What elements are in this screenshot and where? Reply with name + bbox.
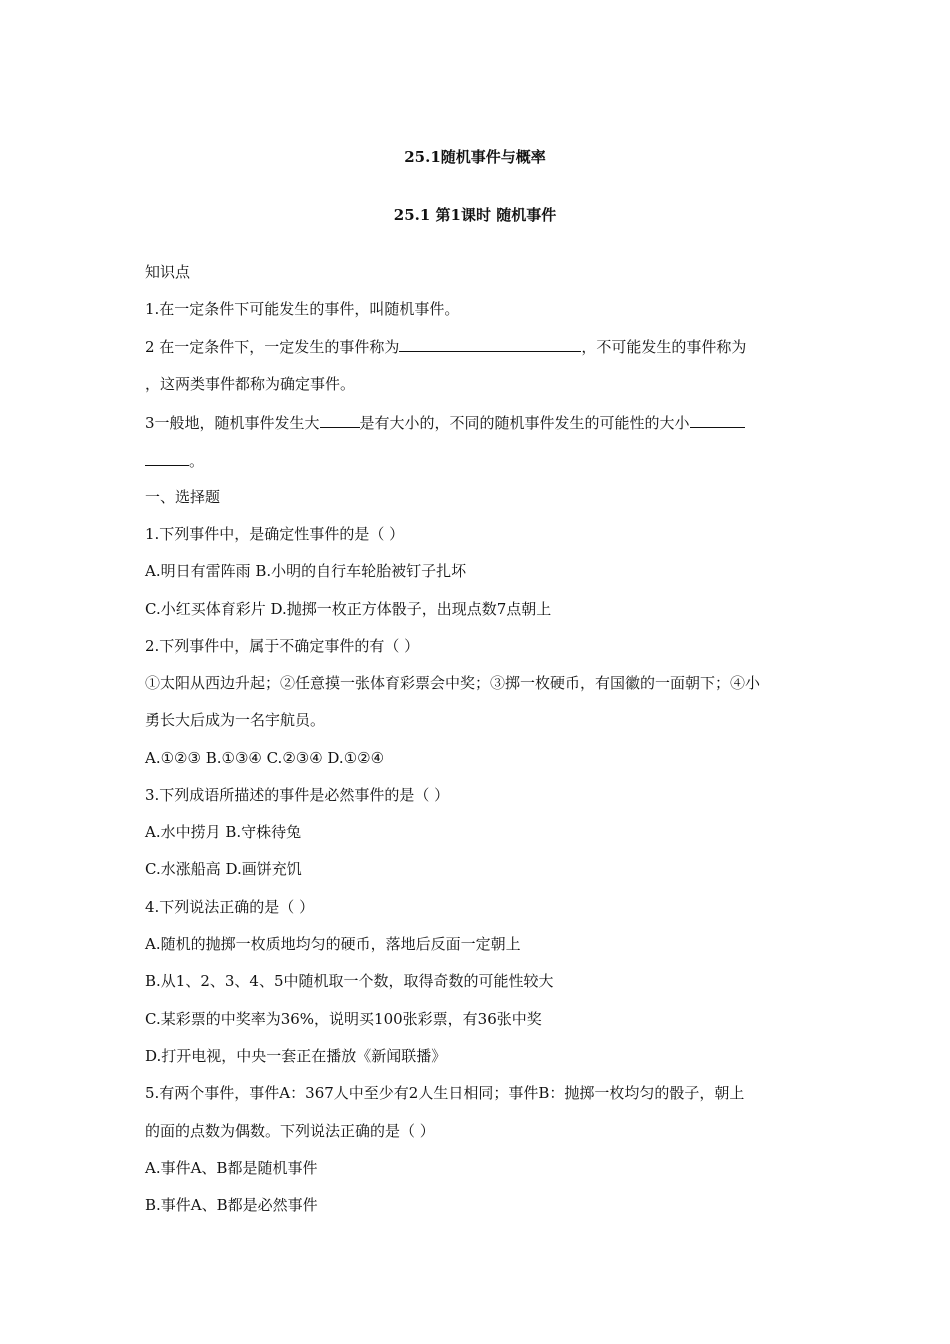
knowledge-point-2-continued: ，这两类事件都称为确定事件。 xyxy=(145,375,356,393)
question-1-options-ab: A.明日有雷阵雨 B.小明的自行车轮胎被钉子扎坏 xyxy=(145,562,467,580)
question-3-stem: 3.下列成语所描述的事件是必然事件的是（ ） xyxy=(145,786,450,804)
question-4-option-a: A.随机的抛掷一枚质地均匀的硬币，落地后反面一定朝上 xyxy=(145,935,521,953)
knowledge-point-3-text-b: 是有大小的，不同的随机事件发生的可能性的大小 xyxy=(359,414,690,432)
question-3-options-cd: C.水涨船高 D.画饼充饥 xyxy=(145,860,302,878)
question-4-option-c: C.某彩票的中奖率为36%，说明买100张彩票，有36张中奖 xyxy=(145,1010,542,1028)
question-2-stem: 2.下列事件中，属于不确定事件的有（ ） xyxy=(145,637,420,655)
question-5-stem: 5.有两个事件，事件A：367人中至少有2人生日相同；事件B：抛掷一枚均匀的骰子，朝上 xyxy=(145,1084,745,1102)
question-4-stem: 4.下列说法正确的是（ ） xyxy=(145,898,315,916)
question-5-stem-continued: 的面的点数为偶数。下列说法正确的是（ ） xyxy=(145,1122,435,1140)
question-3-options-ab: A.水中捞月 B.守株待兔 xyxy=(145,823,302,841)
question-4-option-b: B.从1、2、3、4、5中随机取一个数，取得奇数的可能性较大 xyxy=(145,972,554,990)
knowledge-point-2-text-b: ，不可能发生的事件称为 xyxy=(581,338,747,356)
knowledge-point-2-text-a: 2 在一定条件下，一定发生的事件称为 xyxy=(145,338,400,356)
document-title: 25.1随机事件与概率 xyxy=(404,148,546,166)
question-2-description: ①太阳从西边升起；②任意摸一张体育彩票会中奖；③掷一枚硬币，有国徽的一面朝下；④小 xyxy=(145,674,761,692)
question-1-stem: 1.下列事件中，是确定性事件的是（ ） xyxy=(145,525,405,543)
knowledge-point-3-continued xyxy=(145,451,810,471)
section-heading: 一、选择题 xyxy=(145,488,221,506)
question-4-option-d: D.打开电视，中央一套正在播放《新闻联播》 xyxy=(145,1047,447,1065)
question-1-options-cd: C.小红买体育彩片 D.抛掷一枚正方体骰子，出现点数7点朝上 xyxy=(145,600,552,618)
knowledge-point-3-text-c: 。 xyxy=(189,452,205,470)
lesson-subtitle: 25.1 第1课时 随机事件 xyxy=(393,206,557,224)
knowledge-point-2 xyxy=(145,337,810,357)
question-5-option-b: B.事件A、B都是必然事件 xyxy=(145,1196,318,1214)
question-2-options: A.①②③ B.①③④ C.②③④ D.①②④ xyxy=(145,749,385,767)
fill-blank[interactable] xyxy=(399,337,581,352)
knowledge-point-3-text-a: 3一般地，随机事件发生大 xyxy=(145,414,320,432)
knowledge-point-3 xyxy=(145,413,810,433)
fill-blank[interactable] xyxy=(145,451,189,466)
knowledge-heading: 知识点 xyxy=(145,263,191,281)
question-2-description-continued: 勇长大后成为一名宇航员。 xyxy=(145,711,326,729)
fill-blank[interactable] xyxy=(690,413,745,428)
fill-blank[interactable] xyxy=(320,413,360,428)
question-5-option-a: A.事件A、B都是随机事件 xyxy=(145,1159,318,1177)
knowledge-point-1: 1.在一定条件下可能发生的事件，叫随机事件。 xyxy=(145,300,460,318)
